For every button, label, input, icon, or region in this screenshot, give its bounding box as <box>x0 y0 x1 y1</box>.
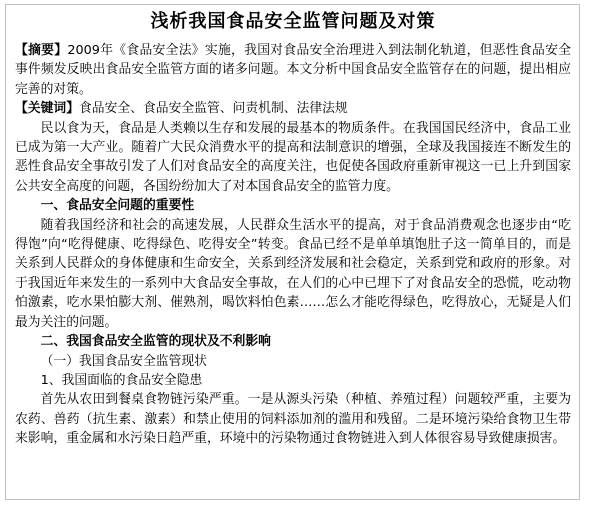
keywords-label: 【关键词】 <box>15 101 79 117</box>
subsection1-heading: （一）我国食品安全监管现状 <box>40 353 207 369</box>
keywords-text: 食品安全、食品安全监管、问责机制、法律法规 <box>78 101 348 117</box>
intro-paragraph: 民以食为天，食品是人类赖以生存和发展的最基本的物质条件。在我国国民经济中，食品工业已成为第一大产业。随着广大民众消费水平的提高和法制意识的增强，全球及我国接连不断发生的恶性食品安全事故引发了人们对食品安全的高度关注，也促使各国政府重新审视这一已上升到国家公共安全高度的问题，各国纷纷加大了对本国食品安全的监管力度。 <box>15 120 571 194</box>
keywords-paragraph <box>15 99 571 118</box>
abstract-paragraph <box>15 41 571 99</box>
section1-heading: 一、食品安全问题的重要性 <box>40 198 195 214</box>
section1-paragraph: 随着我国经济和社会的高速发展，人民群众生活水平的提高，对于食品消费观念也逐步由“吃得饱”向“吃得健康、吃得绿色、吃得安全”转变。食品已经不是单单填饱肚子这一简单目的，而是关系到人民群众的身体健康和生命安全，关系到经济发展和社会稳定，关系到党和政府的形象。对于我国近年来发生的一系列中大食品安全事故，在人们的心中已埋下了对食品安全的恐慌，吃动物怕激素，吃水果怕膨大剂、催熟剂，喝饮料怕色素……怎么才能吃得绿色，吃得放心，无疑是人们最为关注的问题。 <box>15 217 571 330</box>
abstract-label: 【摘要】 <box>15 43 68 58</box>
section2-heading: 二、我国食品安全监管的现状及不利影响 <box>40 334 271 350</box>
abstract-text: 2009年《食品安全法》实施，我国对食品安全治理进入到法制化轨道，但恶性食品安全事件频发反映出食品安全监管方面的诸多问题。本文分析中国食品安全监管存在的问题，提出相应完善的对策。 <box>15 43 571 97</box>
item1-heading: 1、我国面临的食品安全隐患 <box>40 372 203 388</box>
document-title: 浅析我国食品安全监管问题及对策 <box>150 11 436 32</box>
document-page <box>5 4 580 500</box>
item1-paragraph: 首先从农田到餐桌食物链污染严重。一是从源头污染（种植、养殖过程）问题较严重，主要为农药、兽药（抗生素、激素）和禁止使用的饲料添加剂的滥用和残留。二是环境污染给食物卫生带来影响，重金属和水污染日趋严重，环境中的污染物通过食物链进入到人体很容易导致健康损害。 <box>15 392 571 447</box>
